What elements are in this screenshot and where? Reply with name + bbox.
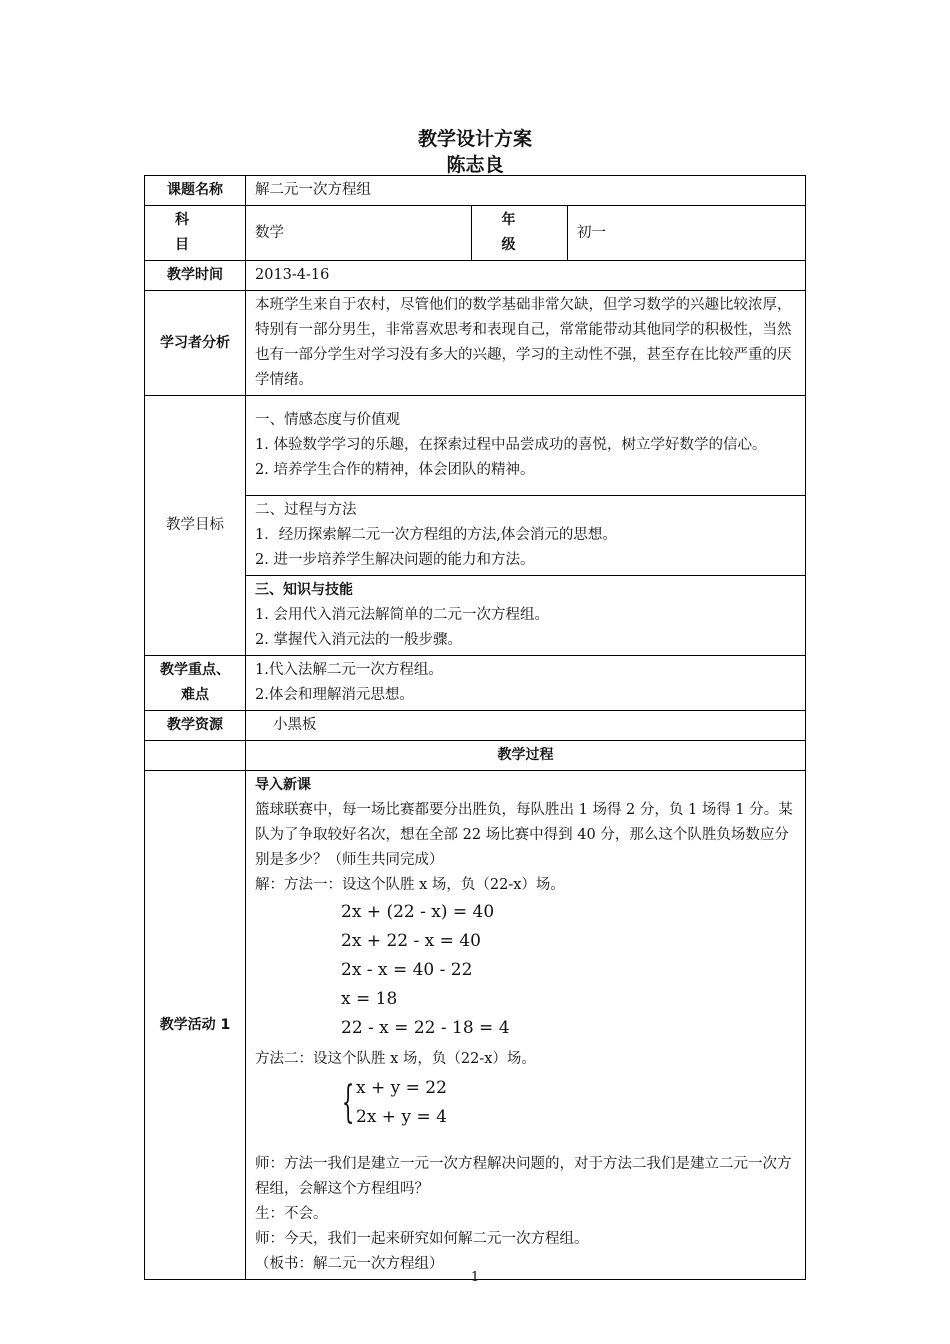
activity-problem: 篮球联赛中，每一场比赛都要分出胜负，每队胜出 1 场得 2 分，负 1 场得 1 分。某队为了争取较好名次，想在全部 22 场比赛中得到 40 分，那么这个队胜负场数应分别是多少？（师生共同完成） [255,802,793,868]
goal-item: 2. 培养学生合作的精神，体会团队的精神。 [255,462,535,478]
activity-label: 教学活动 1 [145,771,246,1280]
goal-item: 2. 进一步培养学生解决问题的能力和方法。 [255,552,535,568]
key-points-label [145,656,246,711]
grade-value: 初一 [568,206,806,261]
document-title: 教学设计方案 [417,128,532,150]
teacher-line: 师：今天，我们一起来研究如何解二元一次方程组。 [255,1231,589,1247]
subject-label [145,206,246,261]
grade-label [472,206,568,261]
learner-analysis: 本班学生来自于农村，尽管他们的数学基础非常欠缺，但学习数学的兴趣比较浓厚，特别有一部分男生，非常喜欢思考和表现自己，常常能带动其他同学的积极性，当然也有一部分学生对学习没有多大的兴趣，学习的主动性不强，甚至存在比较严重的厌学情绪。 [246,291,806,396]
process-empty-cell [145,741,246,771]
goal-section-3 [246,576,806,656]
goal-item: 1. 会用代入消元法解简单的二元一次方程组。 [255,607,549,623]
key-item: 1.代入法解二元一次方程组。 [255,662,443,678]
activity-content [246,771,806,1280]
key-label-line-2: 难点 [181,687,209,703]
key-label-line-1: 教学重点、 [160,662,230,678]
left-brace-icon: { [341,1077,355,1128]
method-one: 解：方法一：设这个队胜 x 场，负（22-x）场。 [255,877,565,893]
equation-line: 2x + (22 - x) = 40 [341,902,495,922]
goal-section-2 [246,496,806,576]
grade-label-text: 年 级 [501,212,538,253]
subject-label-text: 科 目 [175,212,215,253]
goal-item: 1．经历探索解二元一次方程组的方法,体会消元的思想。 [255,527,617,543]
goal-item: 2. 掌握代入消元法的一般步骤。 [255,632,462,648]
page-number: 1 [470,1270,480,1285]
key-item: 2.体会和理解消元思想。 [255,687,414,703]
equation-line: 22 - x = 22 - 18 = 4 [341,1018,510,1038]
goal-item: 1. 体验数学学习的乐趣，在探索过程中品尝成功的喜悦，树立学好数学的信心。 [255,437,767,453]
lesson-plan-table [144,175,806,1280]
process-header: 教学过程 [246,741,806,771]
goal-heading: 二、过程与方法 [255,502,357,518]
equation-line: 2x + 22 - x = 40 [341,931,481,951]
activity-heading: 导入新课 [255,777,311,793]
goal-section-1 [246,396,806,496]
equation-line: x = 18 [341,989,398,1009]
equation-line: 2x - x = 40 - 22 [341,960,473,980]
teacher-line: 师：方法一我们是建立一元一次方程解决问题的，对于方法二我们是建立二元一次方程组，会解这个方程组吗？ [255,1156,792,1197]
equation-system [255,1074,796,1132]
board-note: （板书：解二元一次方程组） [255,1256,444,1272]
goal-heading: 一、情感态度与价值观 [255,412,400,428]
resource-label: 教学资源 [145,711,246,741]
goal-heading: 三、知识与技能 [255,582,353,598]
time-label: 教学时间 [145,261,246,291]
method-two: 方法二：设这个队胜 x 场，负（22-x）场。 [255,1051,536,1067]
goals-label: 教学目标 [145,396,246,656]
system-equation: 2x + y = 4 [356,1107,447,1127]
time-value: 2013-4-16 [246,261,806,291]
key-points [246,656,806,711]
topic-label: 课题名称 [145,176,246,206]
resource-value: 小黑板 [246,711,806,741]
subject-value: 数学 [246,206,472,261]
system-equation: x + y = 22 [356,1078,447,1098]
student-line: 生：不会。 [255,1206,328,1222]
document-author: 陈志良 [446,154,504,176]
system-lines [356,1074,447,1132]
topic-value: 解二元一次方程组 [246,176,806,206]
learner-label: 学习者分析 [145,291,246,396]
